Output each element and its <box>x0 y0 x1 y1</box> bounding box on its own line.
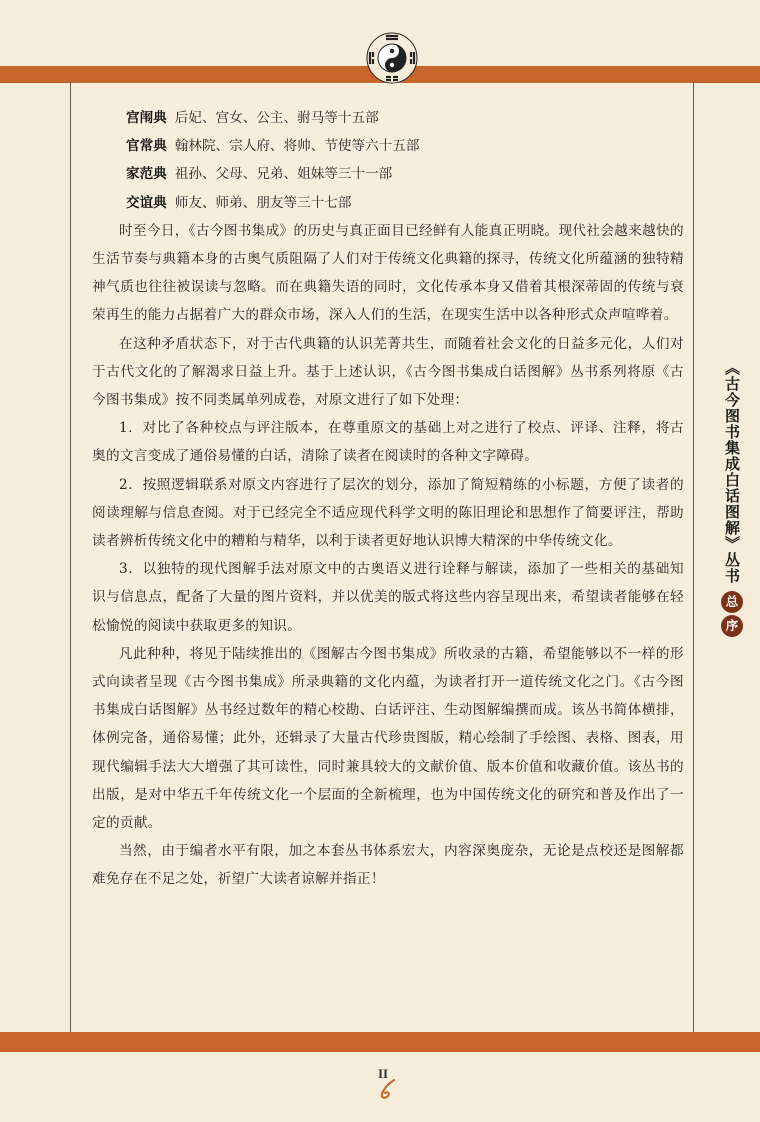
entry-term: 家范典 <box>126 166 167 183</box>
entry-term: 交谊典 <box>126 194 167 211</box>
dictionary-entry <box>92 160 684 188</box>
body-paragraph: 时至今日，《古今图书集成》的历史与真正面目已经鲜有人能真正明晓。现代社会越来越快的生活节奏与典籍本身的古奥气质阻隔了人们对于传统文化典籍的探寻，传统文化所蕴涵的独特精神气质也往往被误读与忽略。而在典籍失语的同时，文化传承本身又借着其根深蒂固的传统与衰荣再生的能力占据着广大的群众市场，深入人们的生活，在现实生活中以各种形式众声喧哗着。 <box>92 222 684 324</box>
entry-description: 后妃、宫女、公主、驸马等十五部 <box>174 110 379 126</box>
seal-badge-zong: 总 <box>721 591 743 613</box>
entry-term: 官常典 <box>126 138 167 155</box>
body-paragraph: 凡此种种，将见于陆续推出的《图解古今图书集成》所收录的古籍，希望能够以不一样的形式向读者呈现《古今图书集成》所录典籍的文化内蕴，为读者打开一道传统文化之门。《古今图书集成白话图解》丛书经过数年的精心校勘、白话评注、生动图解编撰而成。该丛书简体横排，体例完备，通俗易懂；此外，还辑录了大量古代珍贵图版，精心绘制了手绘图、表格、图表，用现代编辑手法大大增强了其可读性，同时兼具较大的文献价值、版本价值和收藏价值。该丛书的出版，是对中华五千年传统文化一个层面的全新梳理，也为中国传统文化的研究和普及作出了一定的贡献。 <box>92 645 684 832</box>
dictionary-entry <box>92 189 684 217</box>
entry-description: 祖孙、父母、兄弟、姐妹等三十一部 <box>174 166 393 183</box>
dictionary-entry <box>92 132 684 160</box>
side-series-title <box>718 360 746 639</box>
bagua-emblem-icon <box>366 32 418 84</box>
footer-band <box>0 1032 760 1052</box>
series-title-text: 《古今图书集成白话图解》丛书 <box>723 360 741 584</box>
body-paragraph: 3．以独特的现代图解手法对原文中的古奥语义进行诠释与解读，添加了一些相关的基础知识与信息点，配备了大量的图片资料，并以优美的版式将这些内容呈现出来，希望读者能够在轻松愉悦的阅读中获取更多的知识。 <box>92 561 684 634</box>
entry-description: 翰林院、宗人府、将帅、节使等六十五部 <box>174 138 420 155</box>
seal-badge-xu: 序 <box>721 615 743 637</box>
page-body <box>92 104 684 894</box>
body-paragraph: 当然，由于编者水平有限，加之本套丛书体系宏大，内容深奥庞杂，无论是点校还是图解都难免存在不足之处，祈望广大读者谅解并指正！ <box>92 843 684 888</box>
swirl-ornament-icon <box>372 1078 402 1100</box>
entry-term: 宫闱典 <box>126 110 167 126</box>
body-paragraph: 1．对比了各种校点与评注版本，在尊重原文的基础上对之进行了校点、评译、注释，将古奥的文言变成了通俗易懂的白话，清除了读者在阅读时的各种文字障碍。 <box>92 420 684 465</box>
body-paragraph: 在这种矛盾状态下，对于古代典籍的认识芜菁共生，而随着社会文化的日益多元化，人们对于古代文化的了解渴求日益上升。基于上述认识，《古今图书集成白话图解》丛书系列将原《古今图书集成》按不同类属单列成卷，对原文进行了如下处理： <box>92 335 684 409</box>
body-paragraph: 2．按照逻辑联系对原文内容进行了层次的划分，添加了简短精练的小标题，方便了读者的阅读理解与信息查阅。对于已经完全不适应现代科学文明的陈旧理论和思想作了简要评注，帮助读者辨析传统文化中的糟粕与精华，以利于读者更好地认识博大精深的中华传统文化。 <box>92 476 684 550</box>
page-number: II <box>377 1066 389 1081</box>
entry-description: 师友、师弟、朋友等三十七部 <box>174 194 352 211</box>
dictionary-entry <box>92 104 684 132</box>
